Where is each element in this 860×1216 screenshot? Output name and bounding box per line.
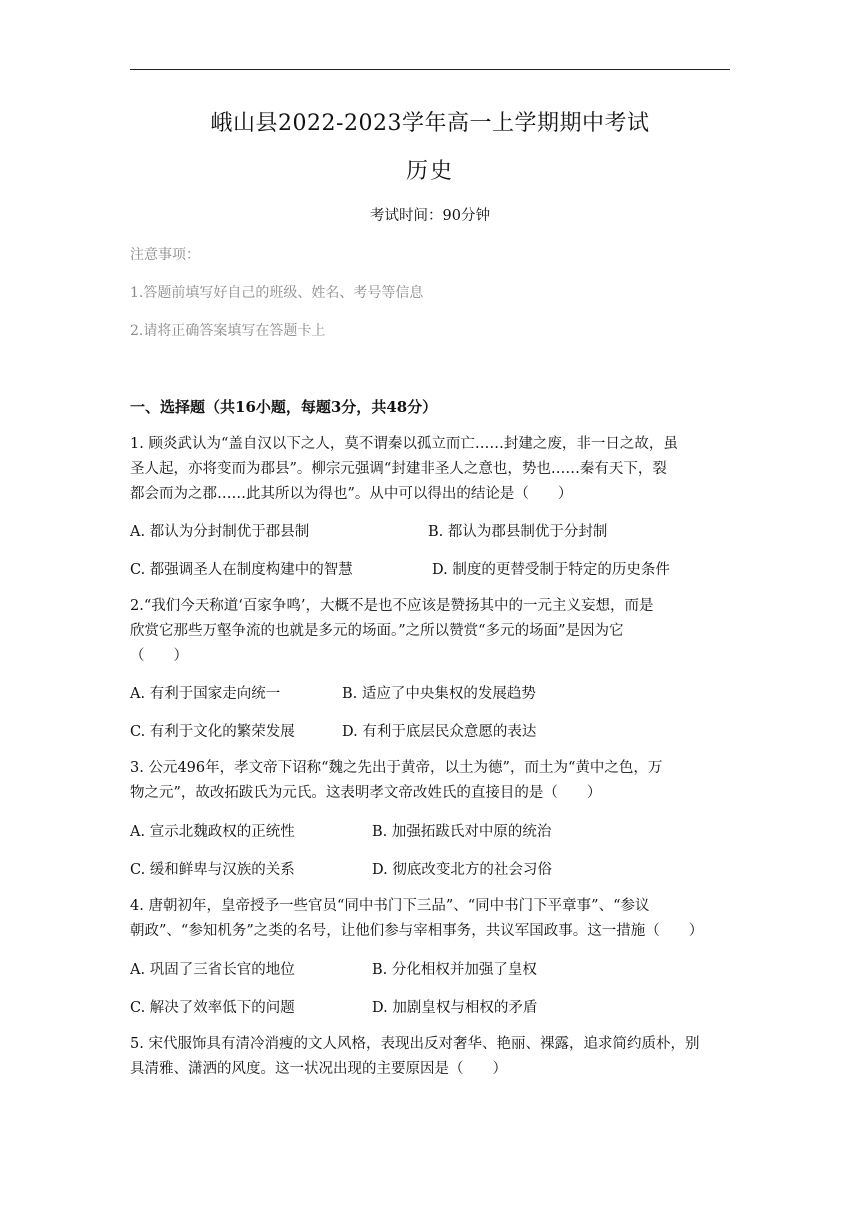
exam-title: 峨山县2022-2023学年高一上学期期中考试 [210,111,650,136]
question-4-option-c[interactable]: C. 解决了效率低下的问题 [130,1000,295,1016]
question-line: 都会而为之郡……此其所以为得也”。从中可以得出的结论是（ ） [130,486,573,502]
question-line: 5. 宋代服饰具有清冷消瘦的文人风格，表现出反对奢华、艳丽、裸露，追求简约质朴，别 [130,1036,700,1052]
question-2-option-a[interactable]: A. 有利于国家走向统一 [130,686,281,702]
question-line: 4. 唐朝初年，皇帝授予一些官员“同中书门下三品”、“同中书门下平章事”、“参议 [130,898,650,914]
question-1-option-d[interactable]: D. 制度的更替受制于特定的历史条件 [432,562,670,578]
exam-time: 考试时间：90分钟 [370,208,490,224]
question-1-option-c[interactable]: C. 都强调圣人在制度构建中的智慧 [130,562,353,578]
question-4-stem [130,894,730,944]
question-2-option-d[interactable]: D. 有利于底层民众意愿的表达 [342,724,537,740]
question-line: 具清雅、潇洒的风度。这一状况出现的主要原因是（ ） [130,1061,507,1077]
question-3-option-c[interactable]: C. 缓和鲜卑与汉族的关系 [130,862,295,878]
question-line: 3. 公元496年，孝文帝下诏称“魏之先出于黄帝，以土为德”，而土为“黄中之色，万 [130,760,663,776]
question-1-stem [130,432,730,507]
question-3-option-d[interactable]: D. 彻底改变北方的社会习俗 [372,862,552,878]
notice-item-1: 1.答题前填写好自己的班级、姓名、考号等信息 [130,285,424,301]
question-1-option-b[interactable]: B. 都认为郡县制优于分封制 [428,524,608,540]
question-4-option-a[interactable]: A. 巩固了三省长官的地位 [130,962,295,978]
question-3-stem [130,756,730,806]
header-rule [130,69,730,70]
question-4-option-b[interactable]: B. 分化相权并加强了皇权 [372,962,537,978]
question-2-stem [130,594,730,669]
question-line: 2.“我们今天称道‘百家争鸣’，大概不是也不应该是赞扬其中的一元主义妄想，而是 [130,598,654,614]
question-line: （ ） [130,648,188,664]
exam-subject: 历史 [405,159,454,184]
question-line: 圣人起，亦将变而为郡县”。柳宗元强调“封建非圣人之意也，势也……秦有天下，裂 [130,461,667,477]
question-line: 欣赏它那些万壑争流的也就是多元的场面。”之所以赞赏“多元的场面”是因为它 [130,623,624,639]
question-1-option-a[interactable]: A. 都认为分封制优于郡县制 [130,524,310,540]
question-line: 朝政”、“参知机务”之类的名号，让他们参与宰相事务，共议军国政事。这一措施（ ） [130,923,704,939]
question-line: 1. 顾炎武认为“盖自汉以下之人，莫不谓秦以孤立而亡……封建之废，非一日之故，虽 [130,436,678,452]
section-title: 一、选择题（共16小题，每题3分，共48分） [130,398,438,416]
question-3-option-b[interactable]: B. 加强拓跋氏对中原的统治 [372,824,552,840]
question-5-stem [130,1032,730,1082]
notice-heading: 注意事项： [130,247,200,263]
question-2-option-b[interactable]: B. 适应了中央集权的发展趋势 [342,686,536,702]
question-line: 物之元”，故改拓跋氏为元氏。这表明孝文帝改姓氏的直接目的是（ ） [130,785,602,801]
question-3-option-a[interactable]: A. 宣示北魏政权的正统性 [130,824,295,840]
notice-item-2: 2.请将正确答案填写在答题卡上 [130,323,326,339]
question-2-option-c[interactable]: C. 有利于文化的繁荣发展 [130,724,295,740]
question-4-option-d[interactable]: D. 加剧皇权与相权的矛盾 [372,1000,538,1016]
